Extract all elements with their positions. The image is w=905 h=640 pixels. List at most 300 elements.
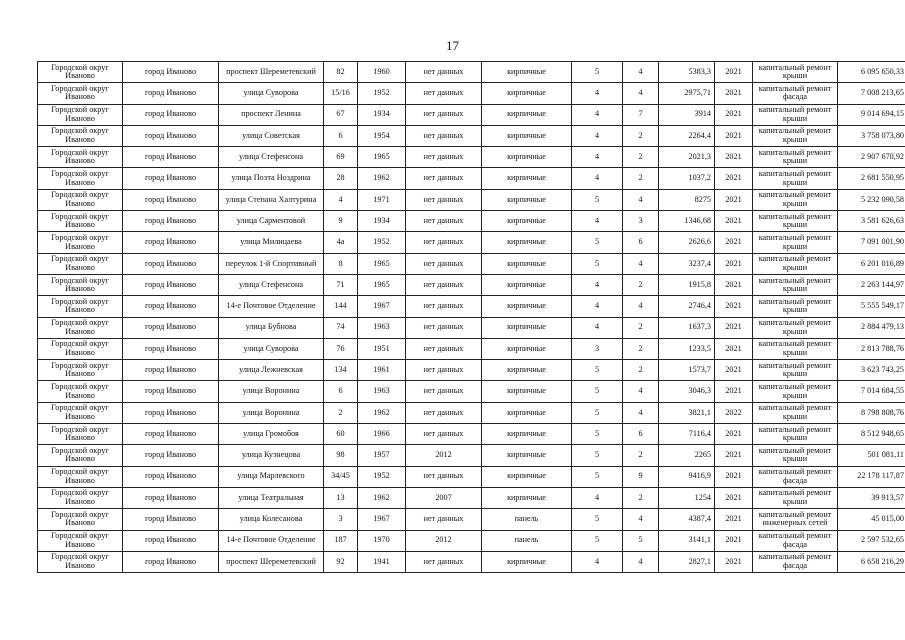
table-row <box>38 211 905 232</box>
cell-district: Городской округ Иваново <box>38 338 123 359</box>
cell-work-type: капитальный ремонт крыши <box>753 211 838 232</box>
cell-cost: 6 095 650,33 <box>838 62 905 83</box>
cell-wall-material: панель <box>482 509 572 530</box>
cell-year-repair: нет данных <box>406 360 482 381</box>
table-row <box>38 360 905 381</box>
cell-district: Городской округ Иваново <box>38 487 123 508</box>
cell-city: город Иваново <box>123 211 219 232</box>
cell-district: Городской округ Иваново <box>38 509 123 530</box>
cell-street: улица Громобоя <box>219 424 324 445</box>
cell-house: 134 <box>324 360 358 381</box>
cell-plan-year: 2021 <box>715 232 753 253</box>
cell-house: 76 <box>324 338 358 359</box>
cell-year-repair: 2007 <box>406 487 482 508</box>
cell-house: 92 <box>324 551 358 572</box>
cell-district: Городской округ Иваново <box>38 232 123 253</box>
cell-district: Городской округ Иваново <box>38 253 123 274</box>
table-row <box>38 317 905 338</box>
cell-house: 71 <box>324 274 358 295</box>
table-row <box>38 189 905 210</box>
table-row <box>38 253 905 274</box>
cell-entrances: 2 <box>623 125 659 146</box>
cell-plan-year: 2021 <box>715 551 753 572</box>
cell-year-repair: нет данных <box>406 509 482 530</box>
cell-year-built: 1963 <box>358 317 406 338</box>
cell-area: 8275 <box>659 189 715 210</box>
cell-cost: 3 758 073,80 <box>838 125 905 146</box>
cell-floors: 5 <box>572 189 623 210</box>
cell-entrances: 2 <box>623 338 659 359</box>
cell-city: город Иваново <box>123 487 219 508</box>
cell-wall-material: панель <box>482 530 572 551</box>
cell-house: 98 <box>324 445 358 466</box>
table-row <box>38 104 905 125</box>
cell-year-repair: 2012 <box>406 530 482 551</box>
cell-house: 28 <box>324 168 358 189</box>
cell-work-type: капитальный ремонт крыши <box>753 296 838 317</box>
cell-area: 3141,1 <box>659 530 715 551</box>
cell-street: улица Марлевского <box>219 466 324 487</box>
cell-cost: 7 091 001,90 <box>838 232 905 253</box>
cell-street: переулок 1-й Спортивный <box>219 253 324 274</box>
cell-floors: 4 <box>572 104 623 125</box>
cell-wall-material: кирпичные <box>482 445 572 466</box>
cell-city: город Иваново <box>123 445 219 466</box>
cell-house: 6 <box>324 125 358 146</box>
cell-cost: 3 623 743,25 <box>838 360 905 381</box>
cell-year-built: 1961 <box>358 360 406 381</box>
cell-plan-year: 2021 <box>715 125 753 146</box>
cell-area: 1254 <box>659 487 715 508</box>
cell-year-repair: нет данных <box>406 253 482 274</box>
cell-house: 4а <box>324 232 358 253</box>
cell-plan-year: 2021 <box>715 360 753 381</box>
cell-floors: 5 <box>572 381 623 402</box>
cell-district: Городской округ Иваново <box>38 189 123 210</box>
cell-floors: 4 <box>572 274 623 295</box>
cell-cost: 2 907 670,92 <box>838 147 905 168</box>
cell-cost: 2 263 144,97 <box>838 274 905 295</box>
cell-wall-material: кирпичные <box>482 424 572 445</box>
cell-street: улица Суворова <box>219 83 324 104</box>
table-row <box>38 530 905 551</box>
cell-district: Городской округ Иваново <box>38 445 123 466</box>
cell-plan-year: 2021 <box>715 530 753 551</box>
cell-year-built: 1952 <box>358 466 406 487</box>
table-row <box>38 232 905 253</box>
cell-house: 2 <box>324 402 358 423</box>
cell-floors: 5 <box>572 445 623 466</box>
cell-plan-year: 2021 <box>715 487 753 508</box>
cell-cost: 5 232 090,58 <box>838 189 905 210</box>
cell-district: Городской округ Иваново <box>38 62 123 83</box>
cell-entrances: 7 <box>623 104 659 125</box>
cell-area: 3046,3 <box>659 381 715 402</box>
cell-floors: 3 <box>572 338 623 359</box>
cell-year-repair: нет данных <box>406 168 482 189</box>
table-row <box>38 62 905 83</box>
table-row <box>38 296 905 317</box>
cell-area: 3914 <box>659 104 715 125</box>
cell-cost: 7 014 684,55 <box>838 381 905 402</box>
cell-area: 1346,68 <box>659 211 715 232</box>
cell-year-repair: нет данных <box>406 466 482 487</box>
cell-year-built: 1970 <box>358 530 406 551</box>
cell-entrances: 3 <box>623 211 659 232</box>
cell-city: город Иваново <box>123 530 219 551</box>
cell-year-built: 1941 <box>358 551 406 572</box>
cell-district: Городской округ Иваново <box>38 424 123 445</box>
cell-cost: 3 581 626,63 <box>838 211 905 232</box>
table-row <box>38 509 905 530</box>
cell-house: 187 <box>324 530 358 551</box>
cell-plan-year: 2021 <box>715 104 753 125</box>
cell-house: 34/45 <box>324 466 358 487</box>
cell-city: город Иваново <box>123 466 219 487</box>
cell-cost: 2 597 532,65 <box>838 530 905 551</box>
cell-city: город Иваново <box>123 147 219 168</box>
cell-district: Городской округ Иваново <box>38 551 123 572</box>
cell-plan-year: 2021 <box>715 317 753 338</box>
cell-district: Городской округ Иваново <box>38 83 123 104</box>
cell-year-built: 1951 <box>358 338 406 359</box>
cell-floors: 5 <box>572 62 623 83</box>
cell-floors: 5 <box>572 402 623 423</box>
cell-entrances: 4 <box>623 381 659 402</box>
table-row <box>38 168 905 189</box>
cell-year-built: 1957 <box>358 445 406 466</box>
cell-district: Городской округ Иваново <box>38 125 123 146</box>
cell-house: 74 <box>324 317 358 338</box>
cell-wall-material: кирпичные <box>482 253 572 274</box>
cell-work-type: капитальный ремонт крыши <box>753 125 838 146</box>
table-row <box>38 466 905 487</box>
cell-area: 7116,4 <box>659 424 715 445</box>
cell-year-repair: нет данных <box>406 62 482 83</box>
cell-house: 13 <box>324 487 358 508</box>
cell-floors: 5 <box>572 253 623 274</box>
cell-entrances: 4 <box>623 551 659 572</box>
cell-entrances: 6 <box>623 232 659 253</box>
cell-cost: 8 512 948,65 <box>838 424 905 445</box>
cell-street: улица Бубнова <box>219 317 324 338</box>
cell-house: 60 <box>324 424 358 445</box>
cell-city: город Иваново <box>123 232 219 253</box>
cell-house: 6 <box>324 381 358 402</box>
cell-street: улица Воронина <box>219 402 324 423</box>
cell-street: улица Стефенсона <box>219 147 324 168</box>
cell-work-type: капитальный ремонт фасада <box>753 466 838 487</box>
cell-year-built: 1952 <box>358 83 406 104</box>
cell-street: улица Милицаева <box>219 232 324 253</box>
cell-floors: 4 <box>572 125 623 146</box>
cell-year-built: 1962 <box>358 487 406 508</box>
cell-entrances: 2 <box>623 317 659 338</box>
cell-year-repair: нет данных <box>406 317 482 338</box>
cell-wall-material: кирпичные <box>482 360 572 381</box>
cell-year-repair: 2012 <box>406 445 482 466</box>
table-row <box>38 551 905 572</box>
cell-work-type: капитальный ремонт крыши <box>753 147 838 168</box>
cell-wall-material: кирпичные <box>482 83 572 104</box>
cell-house: 8 <box>324 253 358 274</box>
cell-street: проспект Шереметевский <box>219 62 324 83</box>
cell-entrances: 2 <box>623 445 659 466</box>
table-row <box>38 147 905 168</box>
cell-year-repair: нет данных <box>406 83 482 104</box>
cell-year-repair: нет данных <box>406 125 482 146</box>
cell-floors: 4 <box>572 487 623 508</box>
cell-entrances: 2 <box>623 274 659 295</box>
cell-district: Городской округ Иваново <box>38 317 123 338</box>
cell-area: 4387,4 <box>659 509 715 530</box>
cell-floors: 5 <box>572 360 623 381</box>
table-row <box>38 338 905 359</box>
cell-area: 1037,2 <box>659 168 715 189</box>
cell-district: Городской округ Иваново <box>38 296 123 317</box>
cell-wall-material: кирпичные <box>482 168 572 189</box>
cell-area: 2827,1 <box>659 551 715 572</box>
cell-work-type: капитальный ремонт фасада <box>753 83 838 104</box>
cell-wall-material: кирпичные <box>482 551 572 572</box>
cell-house: 144 <box>324 296 358 317</box>
cell-city: город Иваново <box>123 274 219 295</box>
cell-area: 2021,3 <box>659 147 715 168</box>
cell-street: 14-е Почтовое Отделение <box>219 530 324 551</box>
cell-wall-material: кирпичные <box>482 466 572 487</box>
cell-area: 2975,71 <box>659 83 715 104</box>
cell-street: 14-е Почтовое Отделение <box>219 296 324 317</box>
cell-year-repair: нет данных <box>406 232 482 253</box>
cell-work-type: капитальный ремонт крыши <box>753 360 838 381</box>
cell-plan-year: 2021 <box>715 466 753 487</box>
cell-cost: 2 884 479,13 <box>838 317 905 338</box>
cell-wall-material: кирпичные <box>482 317 572 338</box>
cell-area: 5383,3 <box>659 62 715 83</box>
cell-work-type: капитальный ремонт крыши <box>753 253 838 274</box>
cell-street: улица Воронина <box>219 381 324 402</box>
cell-year-built: 1967 <box>358 296 406 317</box>
cell-entrances: 4 <box>623 83 659 104</box>
cell-city: город Иваново <box>123 168 219 189</box>
cell-work-type: капитальный ремонт крыши <box>753 104 838 125</box>
cell-city: город Иваново <box>123 104 219 125</box>
cell-year-built: 1963 <box>358 381 406 402</box>
cell-wall-material: кирпичные <box>482 211 572 232</box>
cell-floors: 4 <box>572 168 623 189</box>
cell-area: 1915,8 <box>659 274 715 295</box>
cell-work-type: капитальный ремонт крыши <box>753 487 838 508</box>
page-number: 17 <box>446 38 459 53</box>
cell-floors: 4 <box>572 551 623 572</box>
cell-year-built: 1967 <box>358 509 406 530</box>
cell-entrances: 4 <box>623 402 659 423</box>
cell-district: Городской округ Иваново <box>38 211 123 232</box>
cell-district: Городской округ Иваново <box>38 360 123 381</box>
cell-city: город Иваново <box>123 402 219 423</box>
cell-district: Городской округ Иваново <box>38 104 123 125</box>
cell-district: Городской округ Иваново <box>38 466 123 487</box>
cell-plan-year: 2021 <box>715 147 753 168</box>
cell-wall-material: кирпичные <box>482 189 572 210</box>
cell-cost: 2 813 788,76 <box>838 338 905 359</box>
cell-street: улица Кузнецова <box>219 445 324 466</box>
cell-street: улица Лежневская <box>219 360 324 381</box>
cell-floors: 4 <box>572 147 623 168</box>
cell-house: 9 <box>324 211 358 232</box>
cell-area: 2265 <box>659 445 715 466</box>
cell-entrances: 2 <box>623 487 659 508</box>
cell-wall-material: кирпичные <box>482 402 572 423</box>
cell-house: 82 <box>324 62 358 83</box>
cell-street: улица Стефенсона <box>219 274 324 295</box>
cell-entrances: 2 <box>623 147 659 168</box>
cell-street: проспект Шереметевский <box>219 551 324 572</box>
cell-district: Городской округ Иваново <box>38 147 123 168</box>
cell-work-type: капитальный ремонт крыши <box>753 62 838 83</box>
cell-work-type: капитальный ремонт крыши <box>753 317 838 338</box>
cell-plan-year: 2021 <box>715 62 753 83</box>
cell-year-repair: нет данных <box>406 424 482 445</box>
cell-area: 2746,4 <box>659 296 715 317</box>
cell-area: 1637,3 <box>659 317 715 338</box>
cell-house: 67 <box>324 104 358 125</box>
cell-plan-year: 2021 <box>715 338 753 359</box>
cell-wall-material: кирпичные <box>482 296 572 317</box>
cell-area: 3821,1 <box>659 402 715 423</box>
cell-house: 4 <box>324 189 358 210</box>
cell-plan-year: 2021 <box>715 83 753 104</box>
cell-year-built: 1965 <box>358 147 406 168</box>
cell-year-repair: нет данных <box>406 104 482 125</box>
cell-entrances: 5 <box>623 530 659 551</box>
cell-area: 9416,9 <box>659 466 715 487</box>
cell-cost: 5 555 549,17 <box>838 296 905 317</box>
cell-plan-year: 2022 <box>715 402 753 423</box>
cell-entrances: 4 <box>623 62 659 83</box>
cell-year-repair: нет данных <box>406 338 482 359</box>
cell-work-type: капитальный ремонт крыши <box>753 402 838 423</box>
cell-district: Городской округ Иваново <box>38 530 123 551</box>
cell-entrances: 4 <box>623 296 659 317</box>
cell-city: город Иваново <box>123 338 219 359</box>
cell-plan-year: 2021 <box>715 296 753 317</box>
cell-entrances: 4 <box>623 253 659 274</box>
cell-wall-material: кирпичные <box>482 62 572 83</box>
cell-cost: 9 014 694,15 <box>838 104 905 125</box>
cell-year-repair: нет данных <box>406 189 482 210</box>
cell-year-built: 1965 <box>358 274 406 295</box>
cell-entrances: 2 <box>623 168 659 189</box>
cell-floors: 4 <box>572 317 623 338</box>
cell-street: улица Колесанова <box>219 509 324 530</box>
cell-city: город Иваново <box>123 424 219 445</box>
cell-city: город Иваново <box>123 317 219 338</box>
cell-year-built: 1962 <box>358 402 406 423</box>
cell-street: улица Сарментовой <box>219 211 324 232</box>
cell-year-repair: нет данных <box>406 211 482 232</box>
cell-wall-material: кирпичные <box>482 232 572 253</box>
cell-year-repair: нет данных <box>406 296 482 317</box>
cell-area: 1573,7 <box>659 360 715 381</box>
cell-work-type: капитальный ремонт крыши <box>753 232 838 253</box>
cell-street: улица Поэта Ноздрина <box>219 168 324 189</box>
cell-wall-material: кирпичные <box>482 125 572 146</box>
cell-street: улица Суворова <box>219 338 324 359</box>
cell-district: Городской округ Иваново <box>38 168 123 189</box>
cell-year-repair: нет данных <box>406 147 482 168</box>
cell-wall-material: кирпичные <box>482 381 572 402</box>
cell-city: город Иваново <box>123 189 219 210</box>
cell-year-built: 1966 <box>358 424 406 445</box>
cell-floors: 5 <box>572 424 623 445</box>
cell-plan-year: 2021 <box>715 445 753 466</box>
cell-cost: 22 178 117,87 <box>838 466 905 487</box>
cell-district: Городской округ Иваново <box>38 402 123 423</box>
cell-work-type: капитальный ремонт крыши <box>753 381 838 402</box>
cell-wall-material: кирпичные <box>482 147 572 168</box>
cell-cost: 8 798 808,76 <box>838 402 905 423</box>
cell-area: 1233,5 <box>659 338 715 359</box>
cell-cost: 6 658 216,29 <box>838 551 905 572</box>
cell-city: город Иваново <box>123 62 219 83</box>
cell-year-built: 1965 <box>358 253 406 274</box>
cell-floors: 4 <box>572 296 623 317</box>
table-row <box>38 487 905 508</box>
cell-plan-year: 2021 <box>715 509 753 530</box>
cell-area: 2626,6 <box>659 232 715 253</box>
cell-year-built: 1952 <box>358 232 406 253</box>
cell-city: город Иваново <box>123 551 219 572</box>
cell-year-repair: нет данных <box>406 381 482 402</box>
cell-entrances: 9 <box>623 466 659 487</box>
cell-floors: 5 <box>572 232 623 253</box>
cell-work-type: капитальный ремонт крыши <box>753 338 838 359</box>
cell-work-type: капитальный ремонт фасада <box>753 530 838 551</box>
cell-cost: 7 008 213,65 <box>838 83 905 104</box>
cell-district: Городской округ Иваново <box>38 381 123 402</box>
cell-house: 69 <box>324 147 358 168</box>
cell-year-repair: нет данных <box>406 402 482 423</box>
table-row <box>38 381 905 402</box>
cell-year-built: 1934 <box>358 211 406 232</box>
cell-cost: 2 681 550,95 <box>838 168 905 189</box>
cell-city: город Иваново <box>123 83 219 104</box>
cell-year-repair: нет данных <box>406 274 482 295</box>
cell-work-type: капитальный ремонт фасада <box>753 551 838 572</box>
cell-floors: 5 <box>572 509 623 530</box>
cell-plan-year: 2021 <box>715 168 753 189</box>
cell-district: Городской округ Иваново <box>38 274 123 295</box>
cell-year-repair: нет данных <box>406 551 482 572</box>
table-row <box>38 274 905 295</box>
cell-work-type: капитальный ремонт крыши <box>753 168 838 189</box>
cell-wall-material: кирпичные <box>482 487 572 508</box>
cell-house: 15/16 <box>324 83 358 104</box>
housing-table <box>37 61 905 573</box>
table-body <box>38 62 905 573</box>
cell-plan-year: 2021 <box>715 381 753 402</box>
cell-city: город Иваново <box>123 296 219 317</box>
cell-area: 3237,4 <box>659 253 715 274</box>
table-row <box>38 83 905 104</box>
cell-entrances: 4 <box>623 509 659 530</box>
cell-plan-year: 2021 <box>715 424 753 445</box>
cell-wall-material: кирпичные <box>482 274 572 295</box>
cell-entrances: 6 <box>623 424 659 445</box>
cell-plan-year: 2021 <box>715 211 753 232</box>
table-row <box>38 424 905 445</box>
